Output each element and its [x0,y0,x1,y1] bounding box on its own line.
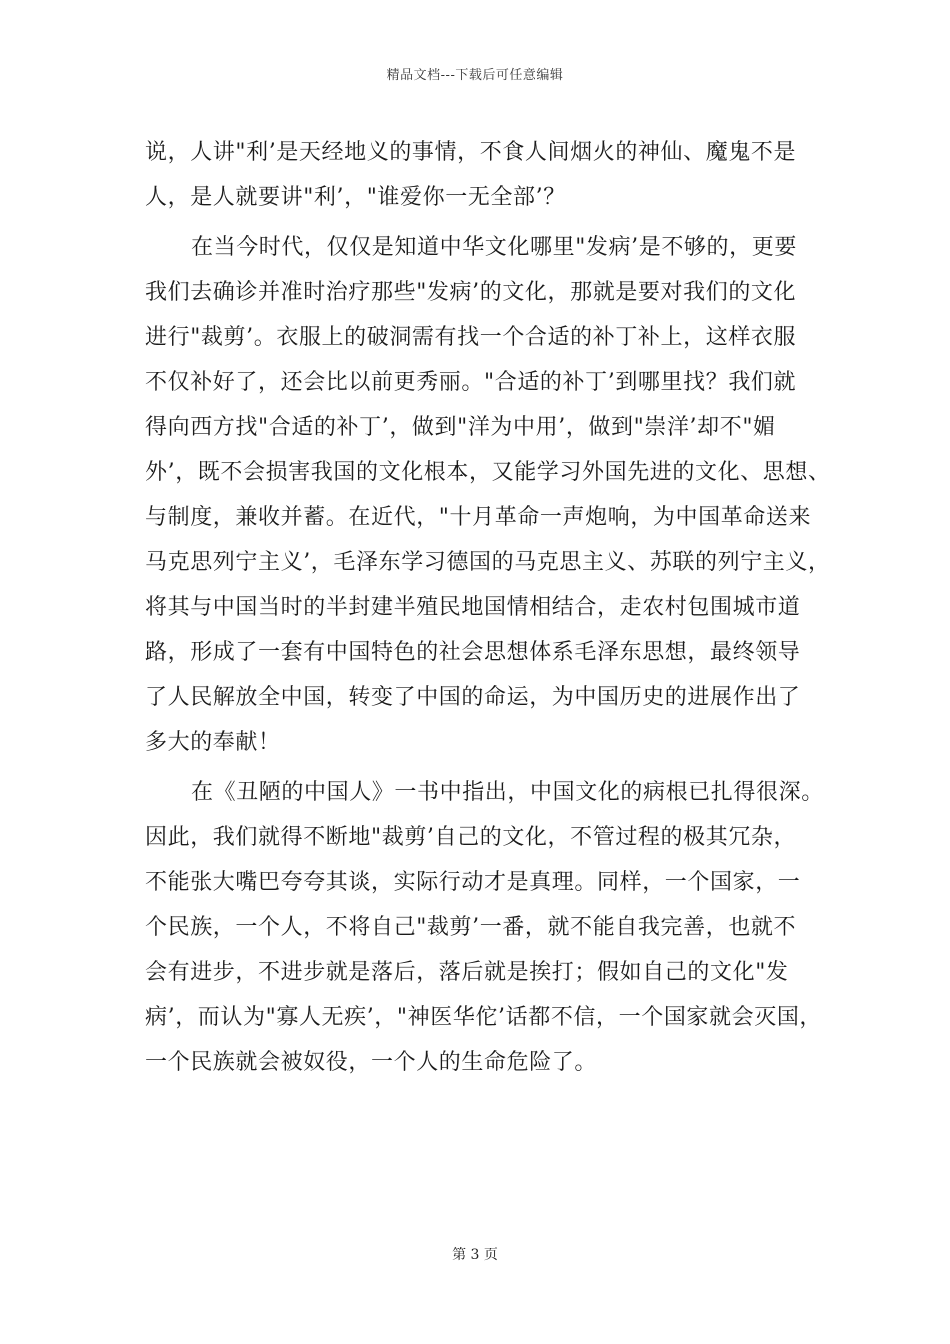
text-line: 了人民解放全中国，转变了中国的命运，为中国历史的进展作出了 [145,685,801,710]
text-line: 人，是人就要讲"利’，"谁爱你一无全部’？ [145,185,566,210]
text-line: 病’，而认为"寡人无疾’，"神医华佗’话都不信，一个国家就会灭国， [145,1005,823,1030]
paragraph [145,770,835,1085]
paragraph [145,130,835,220]
text-line: 马克思列宁主义’，毛泽东学习德国的马克思主义、苏联的列宁主义， [145,550,831,575]
text-line: 进行"裁剪’。衣服上的破洞需有找一个合适的补丁补上，这样衣服 [145,325,797,350]
text-line: 个民族，一个人，不将自己"裁剪’一番，就不能自我完善，也就不 [145,915,797,940]
text-line: 在当今时代，仅仅是知道中华文化哪里"发病’是不够的，更要 [191,235,797,260]
text-line: 因此，我们就得不断地"裁剪’自己的文化，不管过程的极其冗杂， [145,825,797,850]
text-line: 路，形成了一套有中国特色的社会思想体系毛泽东思想，最终领导 [145,640,801,665]
text-line: 得向西方找"合适的补丁’，做到"洋为中用’，做到"崇洋’却不"媚 [145,415,776,440]
paragraph [145,225,835,765]
text-line: 在《丑陋的中国人》一书中指出，中国文化的病根已扎得很深。 [191,780,824,805]
text-line: 与制度，兼收并蓄。在近代，"十月革命一声炮响，为中国革命送来 [145,505,812,530]
text-line: 外’，既不会损害我国的文化根本，又能学习外国先进的文化、思想、 [145,460,831,485]
text-line: 不能张大嘴巴夸夸其谈，实际行动才是真理。同样，一个国家，一 [145,870,801,895]
document-body [145,130,835,1085]
page-header: 精品文档---下载后可任意编辑 [386,68,564,83]
text-line: 多大的奉献！ [145,730,281,755]
text-line: 说，人讲"利’是天经地义的事情，不食人间烟火的神仙、魔鬼不是 [145,140,797,165]
text-line: 会有进步，不进步就是落后，落后就是挨打；假如自己的文化"发 [145,960,789,985]
text-line: 一个民族就会被奴役，一个人的生命危险了。 [145,1050,598,1075]
page-number: 第 3 页 [452,1247,498,1263]
text-line: 不仅补好了，还会比以前更秀丽。"合适的补丁’到哪里找？我们就 [145,370,797,395]
text-line: 将其与中国当时的半封建半殖民地国情相结合，走农村包围城市道 [145,595,801,620]
text-line: 我们去确诊并准时治疗那些"发病’的文化，那就是要对我们的文化 [145,280,797,305]
